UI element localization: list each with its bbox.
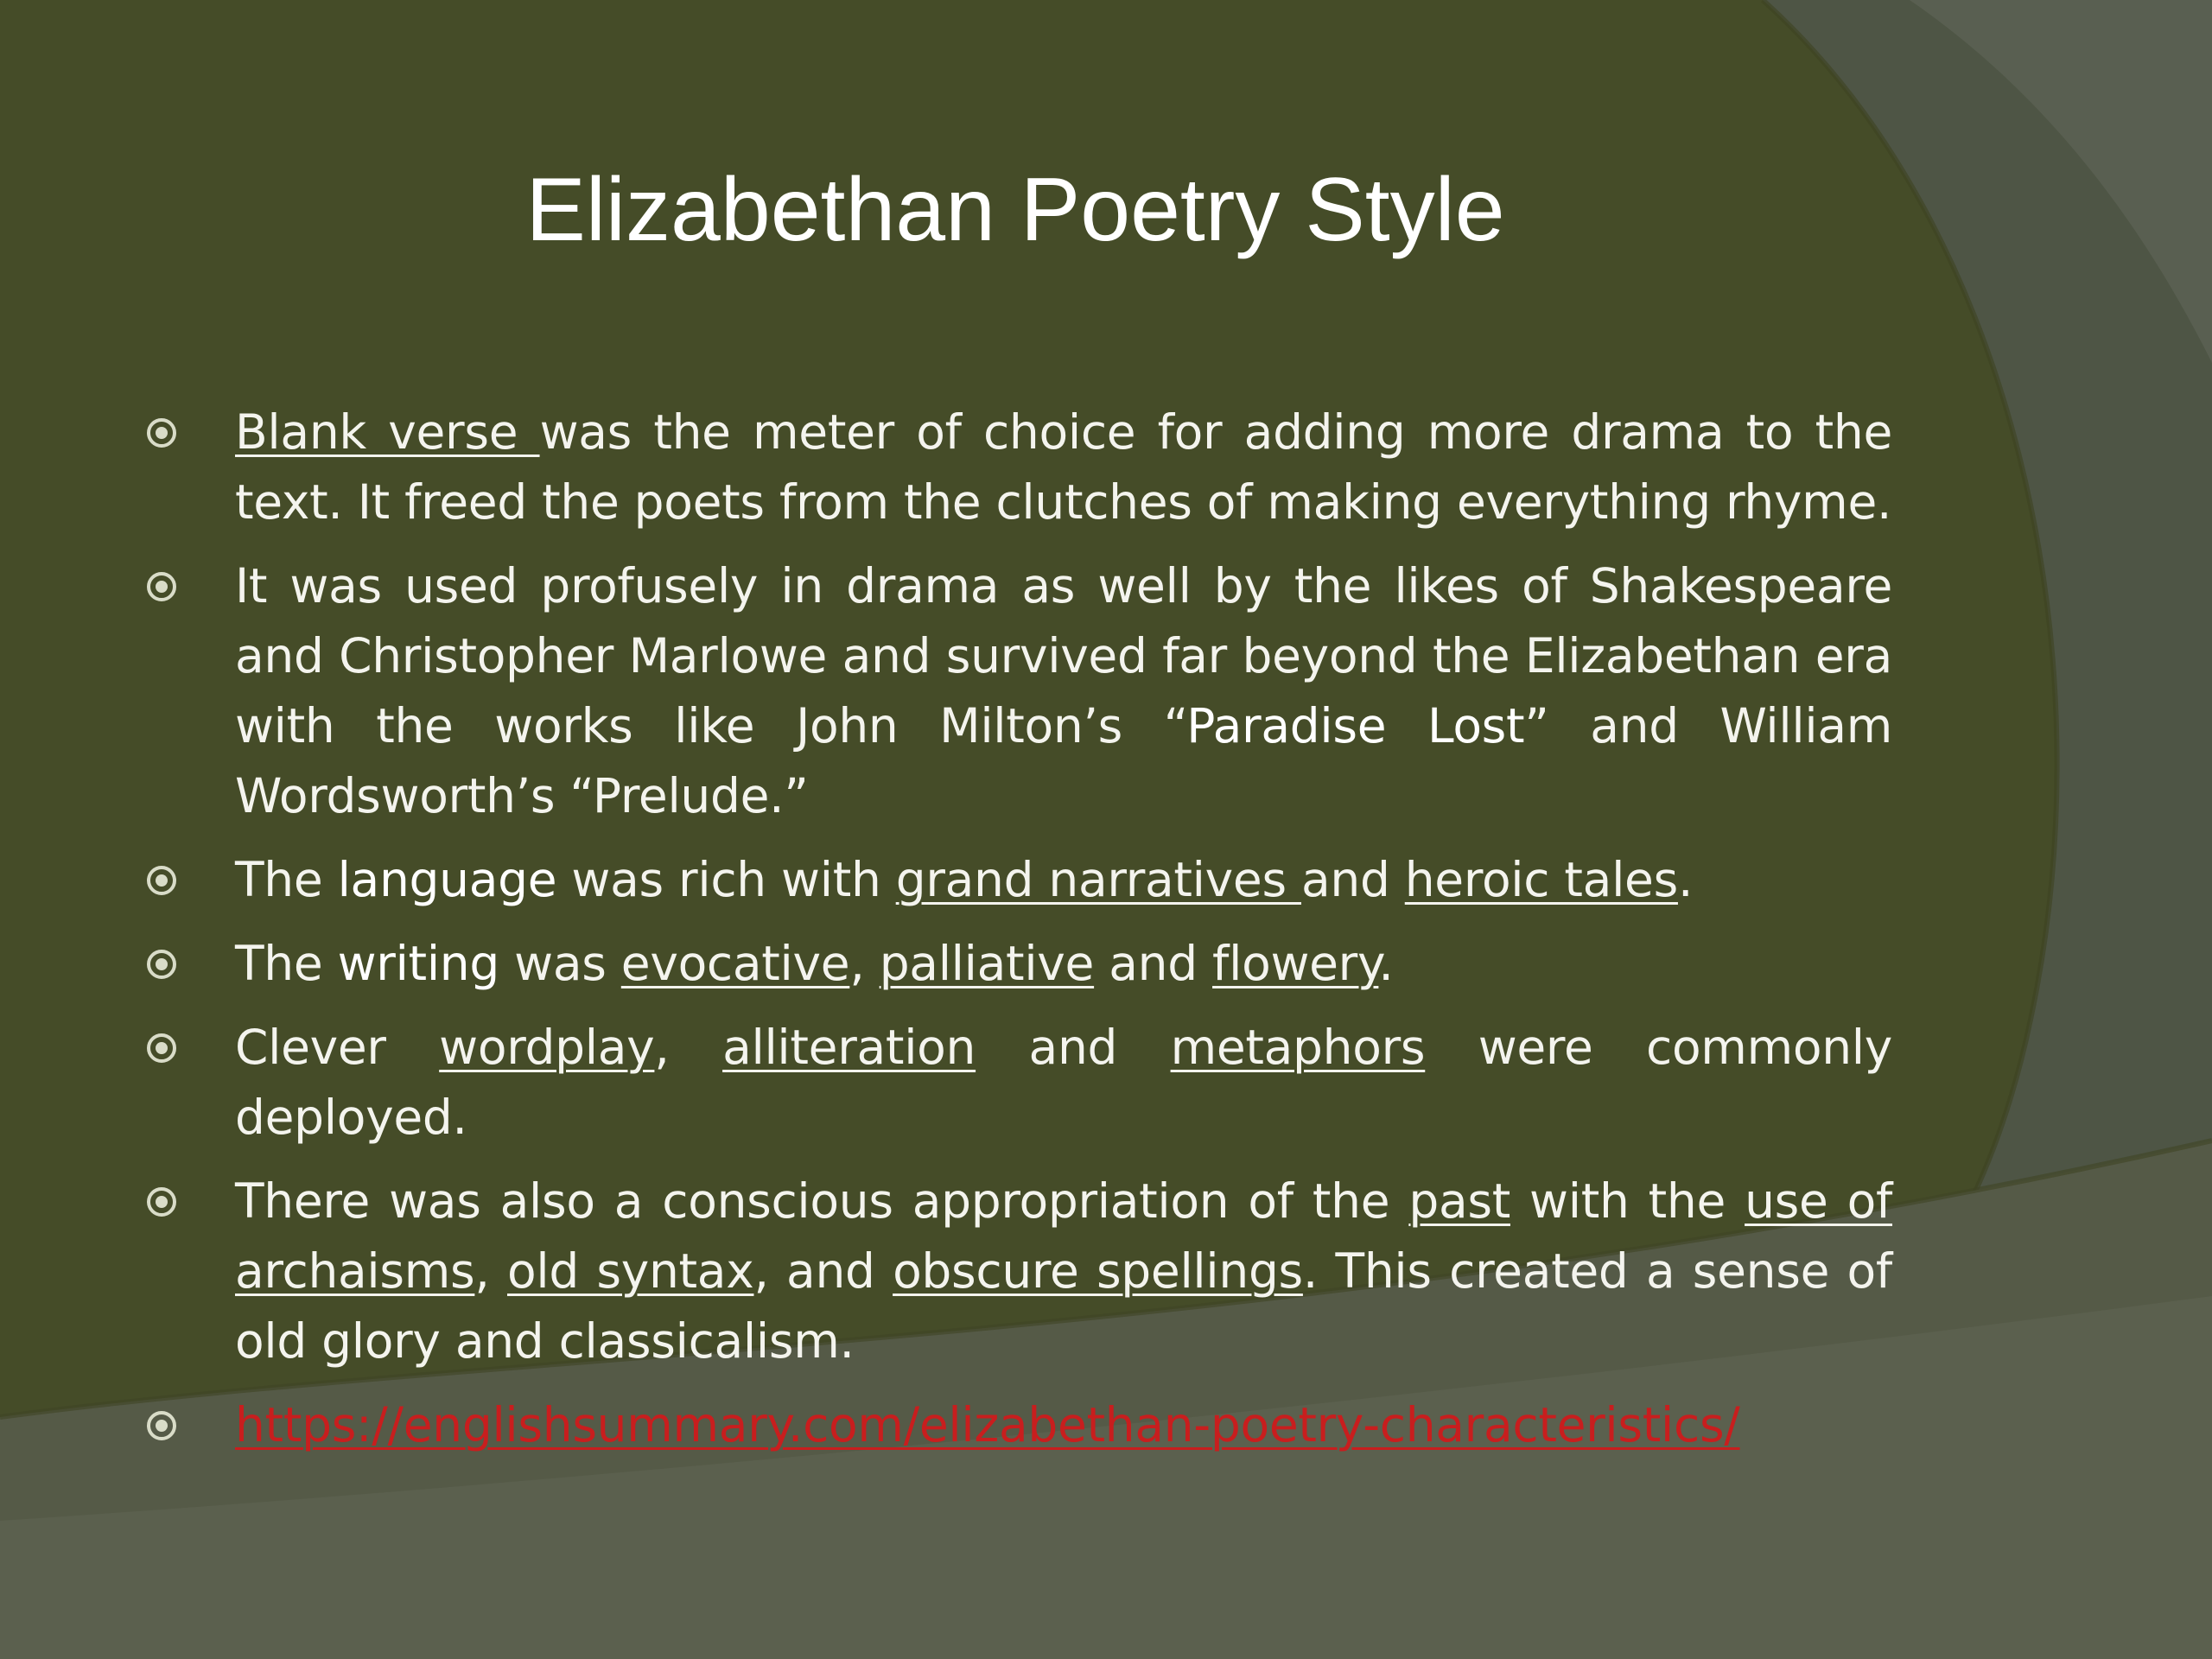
bullet-text: and xyxy=(1094,936,1213,991)
underlined-term: past xyxy=(1408,1173,1510,1229)
bullet-text: with the xyxy=(1510,1173,1745,1229)
bullet-item xyxy=(147,397,1892,537)
bullet-item xyxy=(147,1390,1892,1460)
highlighted-term: writing xyxy=(337,936,499,991)
bullet-text: . xyxy=(1378,936,1394,991)
bullet-text: , xyxy=(849,936,880,991)
underlined-term: grand narratives xyxy=(895,852,1301,907)
bullet-text: was xyxy=(499,936,621,991)
bullet-circle-icon xyxy=(147,950,176,979)
bullet-circle-icon xyxy=(147,572,176,601)
bullet-text: There was also a conscious appropriation of the xyxy=(235,1173,1409,1229)
bullet-text: . This created a sense of old glory and classicalism. xyxy=(235,1243,1892,1369)
bullet-text: was rich with xyxy=(556,852,896,907)
bullet-item xyxy=(147,551,1892,831)
underlined-term: heroic tales xyxy=(1404,852,1678,907)
underlined-term: Blank verse xyxy=(235,404,540,460)
bullet-text: ” and William Wordsworth’s “Prelude.” xyxy=(235,698,1892,823)
bullet-circle-icon xyxy=(147,866,176,895)
bullet-circle-icon xyxy=(147,1187,176,1217)
underlined-term: palliative xyxy=(879,936,1095,991)
bullet-text: and xyxy=(976,1020,1171,1075)
highlighted-term: Paradise Lost xyxy=(1186,698,1525,753)
underlined-term: old syntax xyxy=(507,1243,754,1299)
bullet-text: , xyxy=(654,1020,723,1075)
bullet-item xyxy=(147,1166,1892,1376)
underlined-term: wordplay xyxy=(439,1020,655,1075)
bullet-circle-icon xyxy=(147,418,176,448)
bullet-item xyxy=(147,845,1892,915)
bullet-text: The xyxy=(235,936,338,991)
bullet-text: . xyxy=(1677,852,1694,907)
bullet-text: were commonly deployed. xyxy=(235,1020,1892,1145)
underlined-term: use of archaisms xyxy=(235,1173,1893,1299)
bullet-text: , xyxy=(474,1243,507,1299)
bullet-text: and xyxy=(1300,852,1405,907)
underlined-term: flowery xyxy=(1212,936,1379,991)
source-link[interactable]: https://englishsummary.com/elizabethan-poetry-characteristics/ xyxy=(235,1397,1740,1452)
bullet-text: Clever xyxy=(235,1020,440,1075)
underlined-term: alliteration xyxy=(722,1020,976,1075)
highlighted-term: language xyxy=(337,852,557,907)
bullet-text: was the meter of choice for adding more drama to the text. It freed the poets from the clutches of making everything rhyme. xyxy=(235,404,1892,530)
underlined-term: metaphors xyxy=(1170,1020,1426,1075)
bullet-text: It was used profusely in drama as well by the likes of Shakespeare and Christopher Marlowe and survived far beyond the Elizabethan era with the works like John Milton’s “ xyxy=(235,558,1892,753)
bullet-text: , and xyxy=(753,1243,893,1299)
underlined-term: evocative xyxy=(620,936,850,991)
underlined-term: obscure spellings xyxy=(893,1243,1303,1299)
bullet-item xyxy=(147,1013,1892,1153)
bullet-item xyxy=(147,929,1892,999)
slide-title: Elizabethan Poetry Style xyxy=(525,160,1505,260)
bullet-text: The xyxy=(235,852,338,907)
bullet-circle-icon xyxy=(147,1033,176,1063)
bullet-list xyxy=(147,397,1892,1474)
bullet-circle-icon xyxy=(147,1411,176,1440)
